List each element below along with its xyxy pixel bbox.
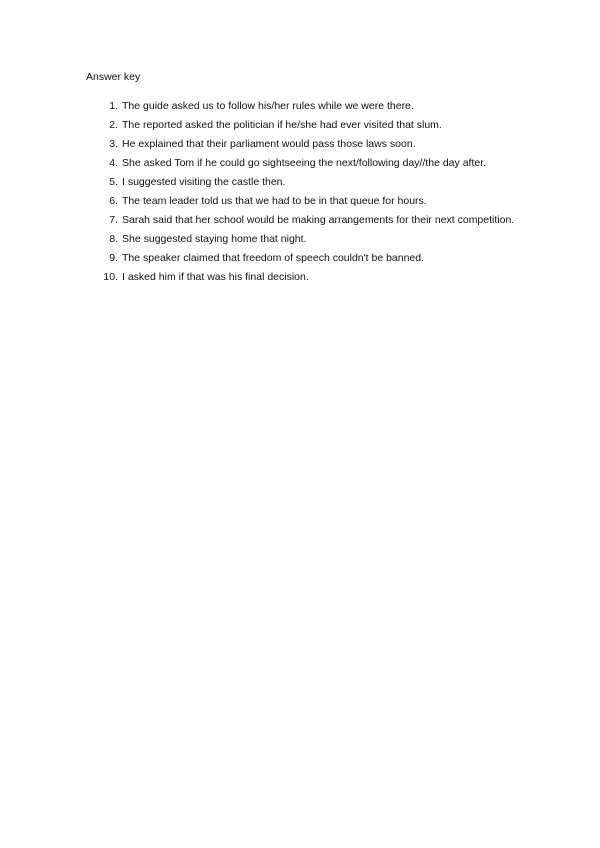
answer-item bbox=[100, 192, 540, 211]
answer-text: Sarah said that her school would be making arrangements for their next competition. bbox=[122, 214, 515, 226]
answer-text: I asked him if that was his final decision. bbox=[122, 271, 309, 283]
page-heading: Answer key bbox=[86, 71, 141, 83]
answer-text: The team leader told us that we had to be in that queue for hours. bbox=[122, 195, 427, 207]
answer-number: 4. bbox=[109, 157, 118, 169]
answer-item bbox=[100, 135, 540, 154]
answer-item bbox=[100, 268, 540, 287]
answer-number: 2. bbox=[109, 119, 118, 131]
answer-text: I suggested visiting the castle then. bbox=[122, 176, 286, 188]
answer-text: She suggested staying home that night. bbox=[122, 233, 307, 245]
answer-number: 3. bbox=[109, 138, 118, 150]
answer-number: 9. bbox=[109, 252, 118, 264]
answer-list bbox=[100, 97, 540, 287]
answer-item bbox=[100, 173, 540, 192]
answer-item bbox=[100, 211, 540, 230]
answer-text: The guide asked us to follow his/her rules while we were there. bbox=[122, 100, 414, 112]
answer-number: 6. bbox=[109, 195, 118, 207]
answer-item bbox=[100, 97, 540, 116]
answer-number: 7. bbox=[109, 214, 118, 226]
answer-text: The speaker claimed that freedom of speech couldn't be banned. bbox=[122, 252, 425, 264]
answer-text: She asked Tom if he could go sightseeing the next/following day//the day after. bbox=[122, 157, 487, 169]
answer-number: 8. bbox=[109, 233, 118, 245]
answer-number: 10. bbox=[103, 271, 118, 283]
answer-number: 5. bbox=[109, 176, 118, 188]
answer-item bbox=[100, 249, 540, 268]
answer-text: He explained that their parliament would pass those laws soon. bbox=[122, 138, 416, 150]
answer-item bbox=[100, 116, 540, 135]
answer-text: The reported asked the politician if he/she had ever visited that slum. bbox=[122, 119, 442, 131]
answer-number: 1. bbox=[109, 100, 118, 112]
answer-item bbox=[100, 154, 540, 173]
answer-item bbox=[100, 230, 540, 249]
